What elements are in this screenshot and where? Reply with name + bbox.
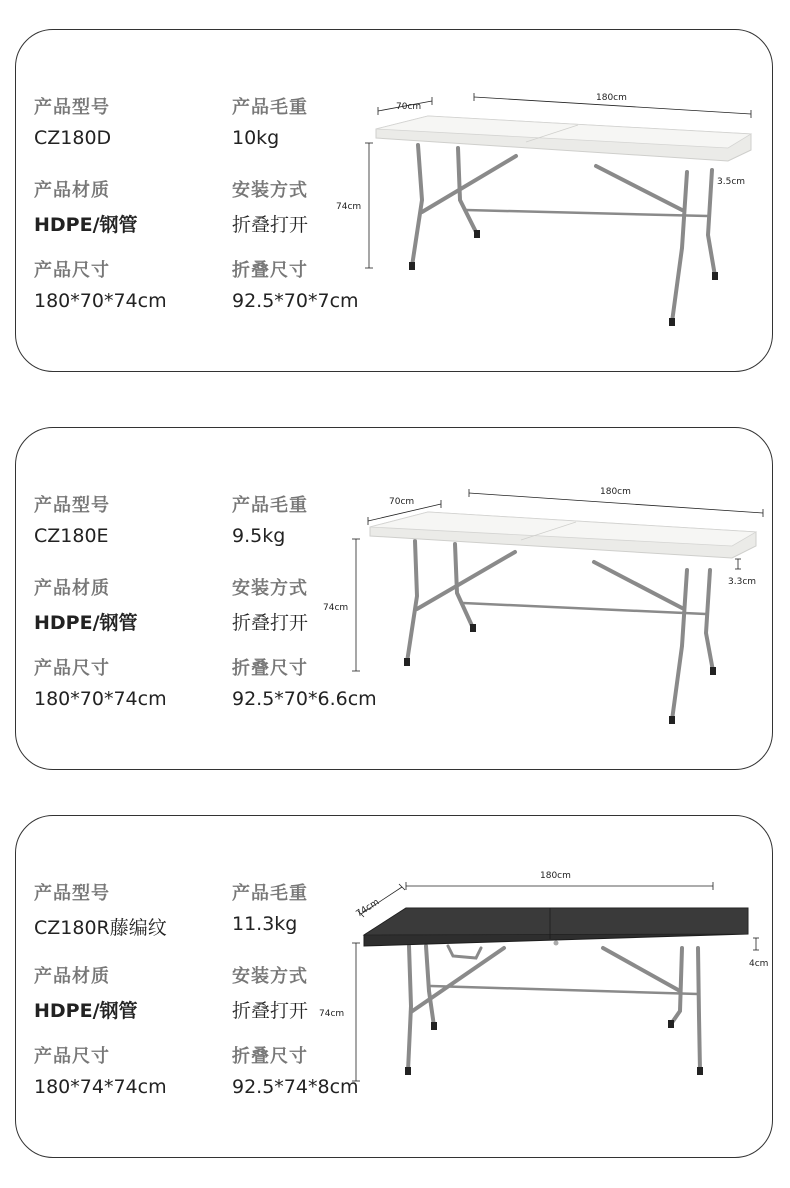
- spec-model-label: 产品型号: [34, 495, 110, 516]
- spec-install-label: 安装方式: [232, 966, 308, 987]
- spec-install-value: 折叠打开: [232, 214, 309, 236]
- spec-model-value: CZ180E: [34, 525, 109, 547]
- spec-material-label: 产品材质: [34, 578, 110, 599]
- dim-depth: 74cm: [354, 897, 382, 920]
- spec-size-value: 180*70*74cm: [34, 688, 167, 710]
- spec-weight-label: 产品毛重: [232, 97, 308, 118]
- spec-weight-value: 11.3kg: [232, 913, 298, 935]
- spec-folded-label: 折叠尺寸: [232, 658, 308, 679]
- spec-model-value: CZ180D: [34, 127, 112, 149]
- spec-install-label: 安装方式: [232, 578, 308, 599]
- spec-size-label: 产品尺寸: [34, 1046, 110, 1067]
- spec-weight-label: 产品毛重: [232, 495, 308, 516]
- folding-table-illustration: [16, 816, 774, 1159]
- dim-depth: 70cm: [396, 102, 422, 112]
- spec-material-label: 产品材质: [34, 966, 110, 987]
- dim-length: 180cm: [540, 871, 571, 881]
- dim-thickness: 3.3cm: [728, 577, 757, 587]
- spec-install-value: 折叠打开: [232, 1000, 309, 1022]
- dim-thickness: 3.5cm: [717, 177, 746, 187]
- product-card-1: [15, 29, 773, 372]
- spec-model-label: 产品型号: [34, 97, 110, 118]
- spec-model-label: 产品型号: [34, 883, 110, 904]
- dim-length: 180cm: [596, 93, 627, 103]
- spec-install-label: 安装方式: [232, 180, 308, 201]
- product-card-3: [15, 815, 773, 1158]
- dim-height: 74cm: [336, 202, 362, 212]
- dim-length: 180cm: [600, 487, 631, 497]
- dim-thickness: 4cm: [749, 959, 769, 969]
- spec-size-value: 180*74*74cm: [34, 1076, 167, 1098]
- spec-size-label: 产品尺寸: [34, 658, 110, 679]
- spec-model-value: CZ180R藤编纹: [34, 917, 167, 939]
- spec-size-value: 180*70*74cm: [34, 290, 167, 312]
- spec-weight-value: 10kg: [232, 127, 280, 149]
- spec-folded-label: 折叠尺寸: [232, 1046, 308, 1067]
- dim-height: 74cm: [319, 1009, 345, 1019]
- spec-size-label: 产品尺寸: [34, 260, 110, 281]
- spec-weight-label: 产品毛重: [232, 883, 308, 904]
- spec-weight-value: 9.5kg: [232, 525, 286, 547]
- spec-folded-value: 92.5*74*8cm: [232, 1076, 359, 1098]
- dim-height: 74cm: [323, 603, 349, 613]
- dim-depth: 70cm: [389, 497, 415, 507]
- folding-table-illustration: [16, 30, 774, 373]
- spec-folded-value: 92.5*70*6.6cm: [232, 688, 377, 710]
- spec-material-value: HDPE/钢管: [34, 214, 138, 236]
- spec-folded-value: 92.5*70*7cm: [232, 290, 359, 312]
- spec-material-value: HDPE/钢管: [34, 612, 138, 634]
- folding-table-illustration: [16, 428, 774, 771]
- product-card-2: [15, 427, 773, 770]
- spec-material-value: HDPE/钢管: [34, 1000, 138, 1022]
- spec-material-label: 产品材质: [34, 180, 110, 201]
- spec-folded-label: 折叠尺寸: [232, 260, 308, 281]
- spec-install-value: 折叠打开: [232, 612, 309, 634]
